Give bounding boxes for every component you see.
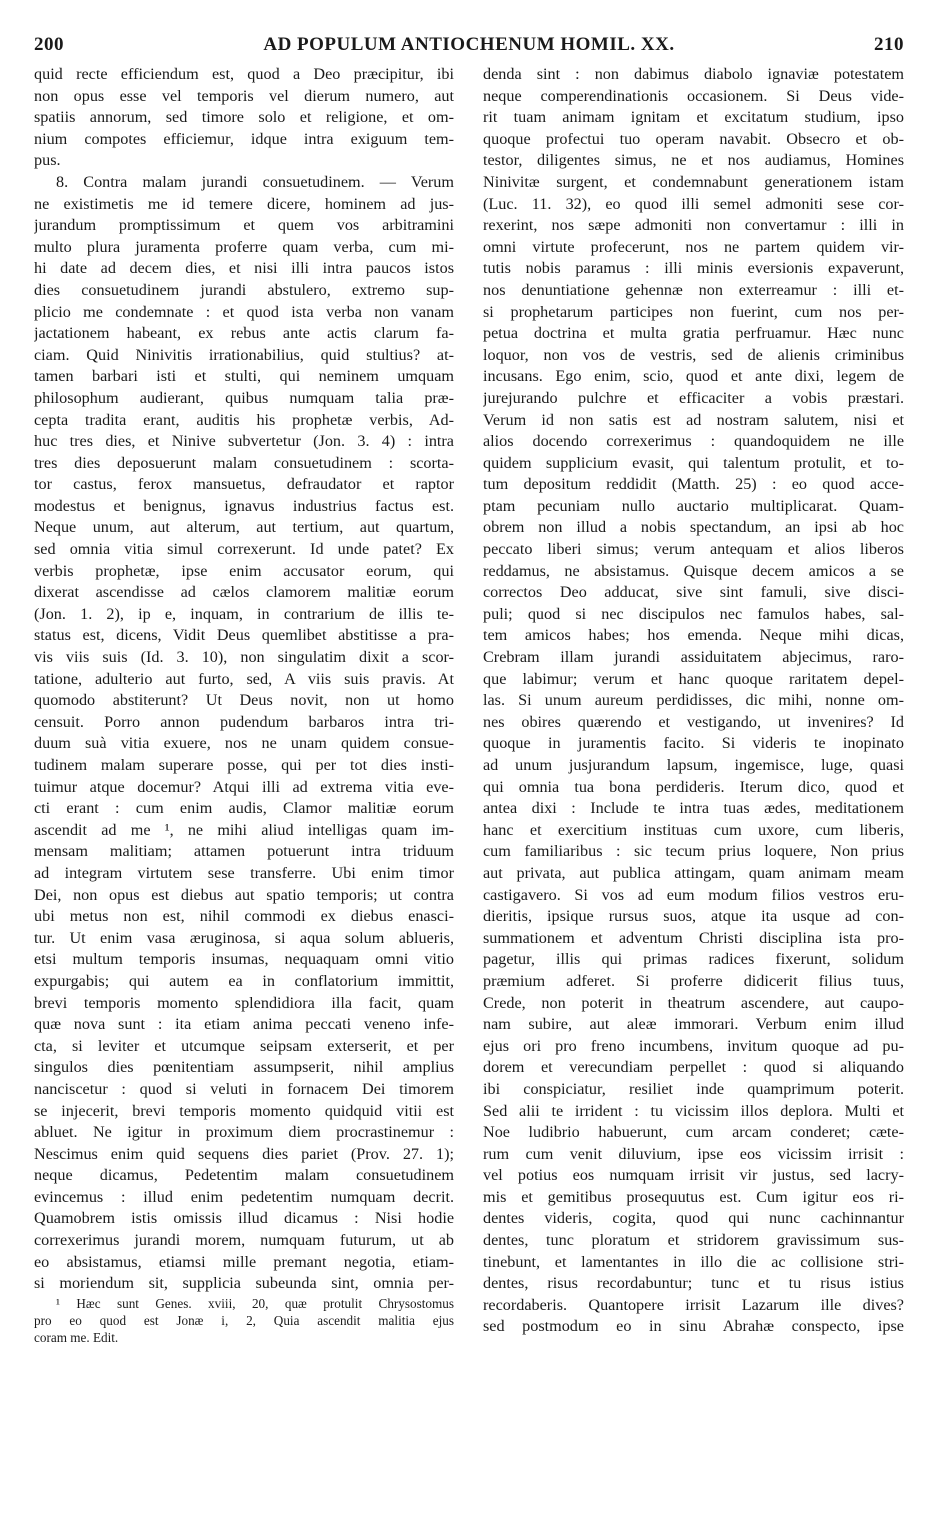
text-line: ptam pecuniam nullo auctario multiplicarat. Quam- [483,496,904,515]
text-line: quæ nova sunt : ita etiam anima peccati veneno infe- [34,1015,454,1034]
text-line: pus. [34,151,61,170]
text-line: obrem non illud a nobis spectandum, an ipsi ab hoc [483,518,904,537]
text-line: plicio me condemnate : et quod ista verba non vanam [34,302,454,321]
text-line: aut privata, aut publica attingam, quam animam meam [483,863,904,882]
text-line: Ninivitæ surgent, et condemnabunt generationem istam [483,172,904,191]
text-line: reddamus, ne absistamus. Quisque decem amicos a se [483,561,904,580]
footnote-line: coram me. Edit. [34,1329,119,1345]
text-line: non opus esse vel temporis vel dierum numero, aut [34,86,454,105]
text-line: tinebunt, et lamentantes in illo die ac collisione stri- [483,1252,904,1271]
text-line: que labimur; verum et hanc quoque raritatem depel- [483,669,904,688]
text-line: correctos Deo adducat, sive sint famuli, sive disci- [483,583,904,602]
text-line: pagetur, illis qui primas radices fixerunt, solidum [483,950,904,969]
text-line: nium compotes efficiemur, idque intra exiguum tem- [34,129,454,148]
text-line: multo plura juramenta proferre quam verba, cum mi- [34,237,454,256]
text-line: censuit. Porro annon pudendum barbaros intra tri- [34,712,454,731]
text-line: neque dicamus, Pedetentim malam consuetudinem [34,1166,454,1185]
text-line: castigavero. Si vos ad eum modum filios vestros eru- [483,885,904,904]
text-line: sed omnia vitia simul correxerunt. Id unde patet? Ex [34,540,454,559]
text-line: rit tuam animam ignitam et excitatum studium, ipso [483,108,904,127]
text-line: rexerint, nos sæpe admoniti non convertamur : illi in [483,216,904,235]
text-line: cum familiaribus : sic tecum prius loquere, Non prius [483,842,904,861]
text-line: status est, dicens, Vidit Deus quemlibet abstitisse a pra- [34,626,454,645]
text-line: ne existimetis me id temere dicere, hominem ad jus- [34,194,454,213]
text-line: abluet. Ne igitur in proximum diem procrastinemur : [34,1123,454,1142]
text-line: summationem et adventum Christi disciplina ista pro- [483,928,904,947]
text-line: antea dixi : Include te intra tuas ædes, meditationem [483,799,904,818]
text-line: ad integram virtutem sese transferre. Ubi enim timor [34,863,454,882]
text-line: Nescimus enim quid sequens dies pariet (Prov. 27. 1); [34,1144,454,1163]
text-line: testor, diligentes simus, ne et nos audiamus, Homines [483,151,904,170]
text-line: (Jon. 1. 2), ip e, inquam, in contrarium de illis te- [34,604,454,623]
text-line: incusans. Ego enim, scio, quod et ante dixi, legem de [483,367,904,386]
footnote-line: ¹ Hæc sunt Genes. xviii, 20, quæ protulit Chrysostomus [56,1295,454,1311]
text-line: hi date ad decem dies, et nisi illi intra paucos istos [34,259,454,278]
text-line: Crebram illam jurandi assiduitatem abjecimus, raro- [483,648,904,667]
text-line: Dei, non opus est diebus aut spatio temporis; ut contra [34,885,454,904]
text-line: vel potius eos numquam irrisit vir justus, sed lacry- [483,1166,904,1185]
text-line: brevi temporis momento splendidiora illa facit, quam [34,993,454,1012]
text-line: jactationem habeant, ex rebus ante actis clarum fa- [34,324,454,343]
text-line: modestus et benignus, ignavus industrius factus est. [34,496,454,515]
text-line: tatione, adulterio aut furto, sed, A viis suis pravis. At [34,669,454,688]
text-line: tor castus, ferox mansuetus, defraudator et raptor [34,475,454,494]
text-line: nos denuntiatione gehennæ non exterreamur : illi et- [483,280,904,299]
text-line: etsi multum temporis insumas, nequaquam omni vitio [34,950,454,969]
text-line: expurgabis; qui autem ea in conflatorium immittit, [34,971,454,990]
text-line: (Luc. 11. 32), eo quod illi semel admoniti sese cor- [483,194,904,213]
text-line: petua doctrina et multa gratia perfruamur. Hæc nunc [483,324,904,343]
text-line: præmium adferet. Si proferre didicerit filius tuus, [483,971,904,990]
text-line: evincemus : illud enim pedetentim numquam decrit. [34,1187,454,1206]
text-line: spatiis annorum, sed timore solo et religione, et om- [34,108,454,127]
text-line: dorem et verecundiam perpellet : quod si aliquando [483,1058,904,1077]
text-line: mis et gemitibus prosequutus est. Cum igitur eos ri- [483,1187,904,1206]
text-line: tamen barbari isti et stulti, qui neminem umquam [34,367,454,386]
text-line: Neque unum, aut alterum, aut tertium, aut quartum, [34,518,454,537]
text-line: cepta tradita erant, auditis his prophetæ verbis, Ad- [34,410,454,429]
text-line: ubi metus non est, nihil commodi ex diebus enasci- [34,907,454,926]
text-line: dentes, risus recordabuntur; tunc et tu risus istius [483,1274,904,1293]
text-line: dieritis, ipsique rursus suos, atque ita usque ad con- [483,907,904,926]
text-line: si prophetarum participes non fuerint, cum nos per- [483,302,904,321]
text-line: Sed alii te irrident : tu vicissim illos deplora. Multi et [483,1101,904,1120]
text-line: se injecerit, brevi temporis momento quidquid vitii est [34,1101,454,1120]
text-line: singulos dies pœnitentiam assumpserit, nihil amplius [34,1058,454,1077]
text-line: duum suà vitia exuere, nos ne unam quidem consue- [34,734,454,753]
text-line: verbis prophetæ, ipse enim accusator eorum, qui [34,561,454,580]
text-line: philosophum audierant, quibus numquam talia præ- [34,388,454,407]
text-line: 8. Contra malam jurandi consuetudinem. — Verum [56,172,454,191]
running-title: AD POPULUM ANTIOCHENUM HOMIL. XX. [263,34,675,55]
text-line: tur. Ut enim vasa æruginosa, si aqua solum ablueris, [34,928,454,947]
text-line: cta, si leviter et utcumque seipsam exterserit, et per [34,1036,454,1055]
text-line: omni virtute profecerunt, nos ne partem quidem vir- [483,237,904,256]
text-line: quid recte efficiendum est, quod a Deo præcipitur, ibi [34,65,454,83]
text-line: huc tres dies, et Ninive subvertetur (Jon. 3. 4) : intra [34,432,454,451]
text-line: dixerat ascendisse ad cælos clamorem malitiæ eorum [34,583,454,602]
footnote-line: pro eo quod est Jonæ i, 2, Quia ascendit malitia ejus [34,1312,454,1328]
text-line: las. Si unum aureum perdidisses, dic mihi, nonne om- [483,691,904,710]
text-line: correxerimus jurandi morem, numquam futurum, ut ab [34,1231,454,1250]
text-line: loquor, non vos de vestris, sed de alienis criminibus [483,345,904,364]
text-line: dentes videris, cogita, quod qui nunc cachinnantur [483,1209,904,1228]
text-line: tum depositum reddidit (Matth. 25) : eo quod acce- [483,475,904,494]
text-line: sed postmodum eo in sinu Abrahæ conspecto, ipse [483,1317,904,1336]
text-line: tudinem malam superare posse, qui per tot dies insti- [34,756,454,774]
text-line: cti erant : cum enim audis, Clamor malitiæ eorum [34,799,454,818]
text-line: ascendit ad me ¹, ne mihi aliud intelligas quam im- [34,820,454,839]
text-line: qui omnia tua bona perdideris. Iterum dico, quod et [483,777,904,796]
text-line: ciam. Quid Ninivitis irrationabilius, quid stultius? at- [34,345,454,364]
text-line: Noe ludibrio habuerunt, cum arcam conderet; cæte- [483,1123,904,1142]
text-line: ibi conspiciatur, resiliet inde quamprimum poterit. [483,1079,904,1098]
text-line: si moriendum sit, supplicia subeunda sint, omnia per- [34,1274,454,1293]
text-line: hanc et exercitium instituas cum uxore, cum liberis, [483,820,904,839]
text-line: quoque in juramentis facito. Si videris te inopinato [483,734,904,753]
text-line: quidem supplicium evasit, qui talentum protulit, et to- [483,453,904,472]
text-line: ad unum jusjurandum lapsum, ingemisce, luge, quasi [483,756,904,774]
text-line: puli; quod si nec discipulos nec famulos habes, sal- [483,604,904,623]
text-line: Crede, non poterit in theatrum ascendere, aut caupo- [483,993,904,1012]
text-line: vis viis suis (Id. 3. 10), non singulatim dixit a scor- [34,648,454,667]
page-number-right: 210 [874,34,904,55]
left-column [34,64,454,1346]
text-line: rum cum venit diluvium, ipse eos vicissim irrisit : [483,1144,904,1163]
text-line: dentes, tunc ploratum et stridorem gravissimum sus- [483,1231,904,1250]
right-column [483,64,904,1338]
text-line: tem amicos habes; hos emenda. Neque mihi dicas, [483,626,904,645]
page-header [34,34,904,58]
text-line: neque comperendinationis occasionem. Si Deus vide- [483,86,904,105]
text-line: alios docendo correxerimus : quandoquidem ne ille [483,432,904,451]
text-line: quoque profectui tuo operam navabit. Obsecro et ob- [483,129,904,148]
text-line: Quamobrem istis omissis illud dicamus : Nisi hodie [34,1209,454,1228]
text-line: tutis nobis paramus : illi minis eversionis expaverunt, [483,259,904,278]
text-line: quomodo abstiterunt? Ut Deus novit, non ut homo [34,691,454,710]
text-line: recordaberis. Quantopere irrisit Lazarum ille dives? [483,1295,904,1314]
text-line: jurejurando pulchre et efficaciter a vobis præstari. [483,388,904,407]
text-line: nanciscetur : quod si veluti in fornacem Dei timorem [34,1079,454,1098]
text-line: nam subire, aut aleæ immorari. Verbum enim illud [483,1015,904,1034]
text-line: tres dies deposuerunt malam consuetudinem : scorta- [34,453,454,472]
text-line: jurandum promptissimum et quem vos arbitramini [34,216,454,235]
text-line: nes obires quærendo et vestigando, ut invenires? Id [483,712,904,731]
page-number-left: 200 [34,34,64,55]
text-line: dies consuetudinem jurandi abstulero, extremo sup- [34,280,454,299]
text-line: denda sint : non dabimus diabolo ignaviæ potestatem [483,65,904,83]
text-line: mensam malitiam; attamen potuerunt intra triduum [34,842,454,861]
text-line: ejus ori pro freno incumbens, invitum quoque ad pu- [483,1036,904,1055]
text-line: tuimur atque docemur? Atqui illi ad extrema vitia eve- [34,777,454,796]
text-line: eo absistamus, etiamsi mille premant negotia, etiam- [34,1252,454,1271]
text-line: peccato liberi simus; verum antequam et alios liberos [483,540,904,559]
text-line: Verum id non satis est ad nostram salutem, nisi et [483,410,904,429]
